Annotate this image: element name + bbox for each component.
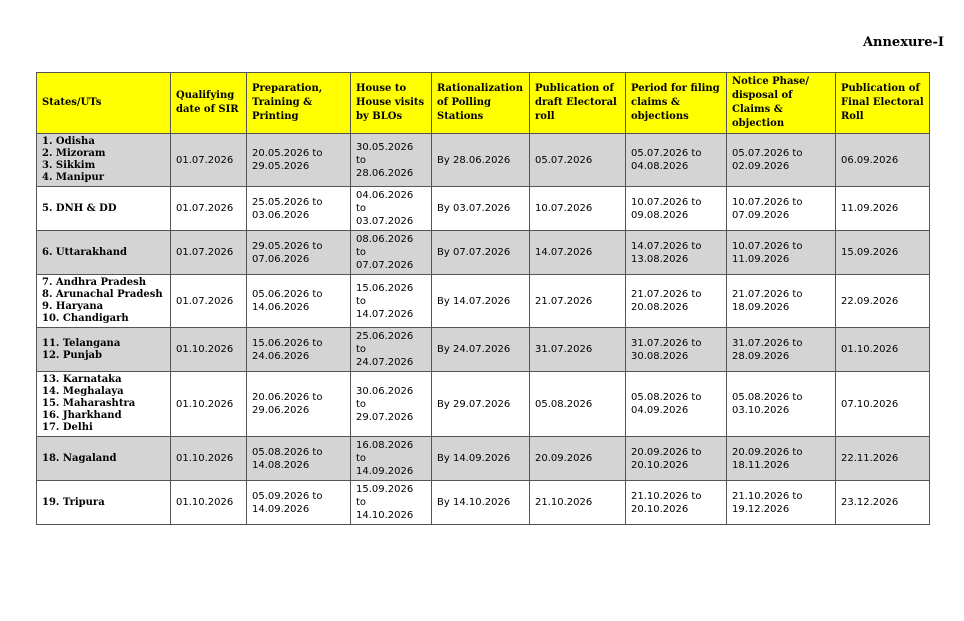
house-visits-cell-line: 24.07.2026 bbox=[356, 357, 414, 368]
final-publication-cell: 22.09.2026 bbox=[836, 275, 930, 328]
header-cell: Publication of draft Electoral roll bbox=[530, 73, 626, 134]
notice-phase-cell-line: 19.12.2026 bbox=[732, 503, 790, 515]
preparation-cell bbox=[247, 275, 351, 328]
claims-period-cell-line: 04.08.2026 bbox=[631, 161, 689, 172]
preparation-cell bbox=[247, 134, 351, 187]
house-visits-cell-line: to bbox=[356, 344, 367, 355]
house-visits-cell-line: 14.09.2026 bbox=[356, 466, 414, 477]
states-cell bbox=[37, 481, 171, 525]
annexure-label: Annexure-I bbox=[862, 35, 944, 50]
notice-phase-cell bbox=[727, 328, 836, 372]
house-visits-cell-line: 14.10.2026 bbox=[356, 510, 414, 521]
final-publication-cell: 15.09.2026 bbox=[836, 231, 930, 275]
final-publication-cell: 23.12.2026 bbox=[836, 481, 930, 525]
qualifying-date-cell: 01.10.2026 bbox=[171, 328, 247, 372]
house-visits-cell-line: 30.06.2026 bbox=[356, 385, 414, 397]
claims-period-cell-line: 20.08.2026 bbox=[631, 302, 689, 313]
house-visits-cell-line: 29.07.2026 bbox=[356, 411, 414, 423]
house-visits-cell bbox=[351, 328, 432, 372]
states-cell-line: 13. Karnataka bbox=[42, 374, 122, 385]
house-visits-cell-line: 30.05.2026 bbox=[356, 141, 414, 153]
notice-phase-cell bbox=[727, 275, 836, 328]
notice-phase-cell-line: 21.10.2026 to bbox=[732, 490, 803, 502]
rationalization-cell: By 14.10.2026 bbox=[432, 481, 530, 525]
claims-period-cell-line: 09.08.2026 bbox=[631, 209, 689, 221]
draft-publication-cell: 31.07.2026 bbox=[530, 328, 626, 372]
header-cell: Qualifying date of SIR bbox=[171, 73, 247, 134]
rationalization-cell: By 29.07.2026 bbox=[432, 372, 530, 437]
rationalization-cell: By 24.07.2026 bbox=[432, 328, 530, 372]
states-cell bbox=[37, 231, 171, 275]
preparation-cell-line: 14.06.2026 bbox=[252, 302, 310, 313]
preparation-cell-line: 07.06.2026 bbox=[252, 253, 310, 265]
preparation-cell-line: 05.09.2026 to bbox=[252, 490, 323, 502]
notice-phase-cell-line: 20.09.2026 to bbox=[732, 446, 803, 458]
house-visits-cell-line: to bbox=[356, 247, 367, 258]
table-row bbox=[37, 275, 930, 328]
notice-phase-cell-line: 21.07.2026 to bbox=[732, 289, 803, 300]
states-cell-line: 7. Andhra Pradesh bbox=[42, 277, 146, 288]
states-cell bbox=[37, 275, 171, 328]
rationalization-cell: By 03.07.2026 bbox=[432, 187, 530, 231]
qualifying-date-cell: 01.07.2026 bbox=[171, 187, 247, 231]
preparation-cell-line: 24.06.2026 bbox=[252, 350, 310, 362]
states-cell-line: 10. Chandigarh bbox=[42, 313, 129, 324]
house-visits-cell-line: 16.08.2026 bbox=[356, 440, 414, 451]
preparation-cell-line: 14.08.2026 bbox=[252, 459, 310, 471]
preparation-cell bbox=[247, 372, 351, 437]
house-visits-cell-line: to bbox=[356, 398, 367, 410]
notice-phase-cell bbox=[727, 231, 836, 275]
claims-period-cell bbox=[626, 372, 727, 437]
house-visits-cell-line: to bbox=[356, 453, 367, 464]
states-cell-line: 6. Uttarakhand bbox=[42, 246, 128, 258]
states-cell-line: 3. Sikkim bbox=[42, 160, 96, 171]
table-row bbox=[37, 134, 930, 187]
table-row bbox=[37, 328, 930, 372]
house-visits-cell-line: to bbox=[356, 295, 367, 307]
claims-period-cell-line: 20.10.2026 bbox=[631, 503, 689, 515]
notice-phase-cell-line: 07.09.2026 bbox=[732, 209, 790, 221]
table-row bbox=[37, 231, 930, 275]
qualifying-date-cell: 01.07.2026 bbox=[171, 275, 247, 328]
states-cell bbox=[37, 372, 171, 437]
house-visits-cell-line: 03.07.2026 bbox=[356, 216, 414, 227]
house-visits-cell-line: 15.09.2026 bbox=[356, 484, 414, 495]
table-row bbox=[37, 187, 930, 231]
final-publication-cell: 11.09.2026 bbox=[836, 187, 930, 231]
notice-phase-cell bbox=[727, 481, 836, 525]
header-cell: Publication of Final Electoral Roll bbox=[836, 73, 930, 134]
house-visits-cell-line: 15.06.2026 bbox=[356, 282, 414, 294]
house-visits-cell-line: 25.06.2026 bbox=[356, 331, 414, 342]
qualifying-date-cell: 01.10.2026 bbox=[171, 437, 247, 481]
states-cell-line: 1. Odisha bbox=[42, 136, 95, 147]
claims-period-cell bbox=[626, 187, 727, 231]
preparation-cell bbox=[247, 328, 351, 372]
preparation-cell-line: 20.06.2026 to bbox=[252, 392, 323, 403]
header-cell: Notice Phase/ disposal of Claims & objection bbox=[727, 73, 836, 134]
claims-period-cell-line: 20.10.2026 bbox=[631, 459, 689, 471]
table-row bbox=[37, 437, 930, 481]
qualifying-date-cell: 01.07.2026 bbox=[171, 134, 247, 187]
states-cell-line: 14. Meghalaya bbox=[42, 386, 124, 397]
header-cell: Period for filing claims & objections bbox=[626, 73, 727, 134]
notice-phase-cell-line: 18.09.2026 bbox=[732, 302, 790, 313]
final-publication-cell: 01.10.2026 bbox=[836, 328, 930, 372]
claims-period-cell bbox=[626, 231, 727, 275]
states-cell-line: 12. Punjab bbox=[42, 349, 103, 361]
header-cell: Rationalization of Polling Stations bbox=[432, 73, 530, 134]
claims-period-cell-line: 05.07.2026 to bbox=[631, 148, 702, 159]
states-cell-line: 4. Manipur bbox=[42, 172, 105, 183]
final-publication-cell: 22.11.2026 bbox=[836, 437, 930, 481]
states-cell bbox=[37, 134, 171, 187]
draft-publication-cell: 14.07.2026 bbox=[530, 231, 626, 275]
preparation-cell-line: 29.05.2026 to bbox=[252, 240, 323, 252]
preparation-cell bbox=[247, 231, 351, 275]
preparation-cell-line: 05.06.2026 to bbox=[252, 289, 323, 300]
claims-period-cell bbox=[626, 437, 727, 481]
claims-period-cell-line: 14.07.2026 to bbox=[631, 240, 702, 252]
rationalization-cell: By 14.09.2026 bbox=[432, 437, 530, 481]
claims-period-cell-line: 20.09.2026 to bbox=[631, 446, 702, 458]
states-cell-line: 19. Tripura bbox=[42, 496, 105, 508]
draft-publication-cell: 21.10.2026 bbox=[530, 481, 626, 525]
preparation-cell-line: 14.09.2026 bbox=[252, 503, 310, 515]
header-cell: States/UTs bbox=[37, 73, 171, 134]
house-visits-cell bbox=[351, 437, 432, 481]
notice-phase-cell-line: 03.10.2026 bbox=[732, 405, 790, 416]
notice-phase-cell-line: 31.07.2026 to bbox=[732, 337, 803, 349]
preparation-cell-line: 29.05.2026 bbox=[252, 161, 310, 172]
house-visits-cell-line: to bbox=[356, 154, 367, 166]
notice-phase-cell-line: 05.08.2026 to bbox=[732, 392, 803, 403]
preparation-cell-line: 29.06.2026 bbox=[252, 405, 310, 416]
preparation-cell bbox=[247, 437, 351, 481]
states-cell-line: 18. Nagaland bbox=[42, 452, 117, 464]
claims-period-cell-line: 21.07.2026 to bbox=[631, 289, 702, 300]
qualifying-date-cell: 01.07.2026 bbox=[171, 231, 247, 275]
preparation-cell-line: 05.08.2026 to bbox=[252, 446, 323, 458]
house-visits-cell bbox=[351, 275, 432, 328]
house-visits-cell-line: to bbox=[356, 203, 367, 214]
states-cell-line: 11. Telangana bbox=[42, 337, 121, 349]
states-cell bbox=[37, 437, 171, 481]
notice-phase-cell-line: 28.09.2026 bbox=[732, 350, 790, 362]
states-cell-line: 8. Arunachal Pradesh bbox=[42, 289, 163, 300]
claims-period-cell-line: 10.07.2026 to bbox=[631, 196, 702, 208]
header-row bbox=[37, 73, 930, 134]
preparation-cell bbox=[247, 187, 351, 231]
final-publication-cell: 07.10.2026 bbox=[836, 372, 930, 437]
preparation-cell-line: 25.05.2026 to bbox=[252, 196, 323, 208]
states-cell-line: 9. Haryana bbox=[42, 301, 104, 312]
claims-period-cell bbox=[626, 134, 727, 187]
notice-phase-cell bbox=[727, 134, 836, 187]
house-visits-cell bbox=[351, 481, 432, 525]
draft-publication-cell: 21.07.2026 bbox=[530, 275, 626, 328]
qualifying-date-cell: 01.10.2026 bbox=[171, 481, 247, 525]
draft-publication-cell: 05.07.2026 bbox=[530, 134, 626, 187]
states-cell-line: 15. Maharashtra bbox=[42, 398, 136, 409]
notice-phase-cell-line: 18.11.2026 bbox=[732, 459, 790, 471]
notice-phase-cell-line: 05.07.2026 to bbox=[732, 148, 803, 159]
final-publication-cell: 06.09.2026 bbox=[836, 134, 930, 187]
notice-phase-cell bbox=[727, 372, 836, 437]
house-visits-cell bbox=[351, 372, 432, 437]
rationalization-cell: By 14.07.2026 bbox=[432, 275, 530, 328]
claims-period-cell bbox=[626, 328, 727, 372]
preparation-cell-line: 20.05.2026 to bbox=[252, 148, 323, 159]
states-cell-line: 16. Jharkhand bbox=[42, 410, 122, 421]
header-cell: Preparation, Training & Printing bbox=[247, 73, 351, 134]
preparation-cell-line: 15.06.2026 to bbox=[252, 337, 323, 349]
qualifying-date-cell: 01.10.2026 bbox=[171, 372, 247, 437]
table-row bbox=[37, 372, 930, 437]
draft-publication-cell: 05.08.2026 bbox=[530, 372, 626, 437]
house-visits-cell-line: 08.06.2026 bbox=[356, 234, 414, 245]
rationalization-cell: By 28.06.2026 bbox=[432, 134, 530, 187]
states-cell-line: 17. Delhi bbox=[42, 422, 93, 433]
table-row bbox=[37, 481, 930, 525]
notice-phase-cell-line: 10.07.2026 to bbox=[732, 196, 803, 208]
claims-period-cell-line: 13.08.2026 bbox=[631, 253, 689, 265]
notice-phase-cell-line: 02.09.2026 bbox=[732, 161, 790, 172]
house-visits-cell bbox=[351, 187, 432, 231]
claims-period-cell-line: 04.09.2026 bbox=[631, 405, 689, 416]
house-visits-cell-line: 28.06.2026 bbox=[356, 167, 414, 179]
notice-phase-cell bbox=[727, 187, 836, 231]
notice-phase-cell-line: 10.07.2026 to bbox=[732, 240, 803, 252]
claims-period-cell-line: 05.08.2026 to bbox=[631, 392, 702, 403]
schedule-table bbox=[36, 72, 930, 525]
claims-period-cell bbox=[626, 481, 727, 525]
claims-period-cell-line: 31.07.2026 to bbox=[631, 337, 702, 349]
claims-period-cell-line: 30.08.2026 bbox=[631, 350, 689, 362]
states-cell bbox=[37, 187, 171, 231]
draft-publication-cell: 20.09.2026 bbox=[530, 437, 626, 481]
states-cell-line: 2. Mizoram bbox=[42, 148, 106, 159]
states-cell bbox=[37, 328, 171, 372]
house-visits-cell bbox=[351, 134, 432, 187]
house-visits-cell bbox=[351, 231, 432, 275]
preparation-cell bbox=[247, 481, 351, 525]
house-visits-cell-line: to bbox=[356, 497, 367, 508]
draft-publication-cell: 10.07.2026 bbox=[530, 187, 626, 231]
house-visits-cell-line: 07.07.2026 bbox=[356, 260, 414, 271]
header-cell: House to House visits by BLOs bbox=[351, 73, 432, 134]
states-cell-line: 5. DNH & DD bbox=[42, 202, 117, 214]
claims-period-cell bbox=[626, 275, 727, 328]
preparation-cell-line: 03.06.2026 bbox=[252, 209, 310, 221]
claims-period-cell-line: 21.10.2026 to bbox=[631, 490, 702, 502]
house-visits-cell-line: 14.07.2026 bbox=[356, 308, 414, 320]
house-visits-cell-line: 04.06.2026 bbox=[356, 190, 414, 201]
notice-phase-cell-line: 11.09.2026 bbox=[732, 253, 790, 265]
notice-phase-cell bbox=[727, 437, 836, 481]
rationalization-cell: By 07.07.2026 bbox=[432, 231, 530, 275]
